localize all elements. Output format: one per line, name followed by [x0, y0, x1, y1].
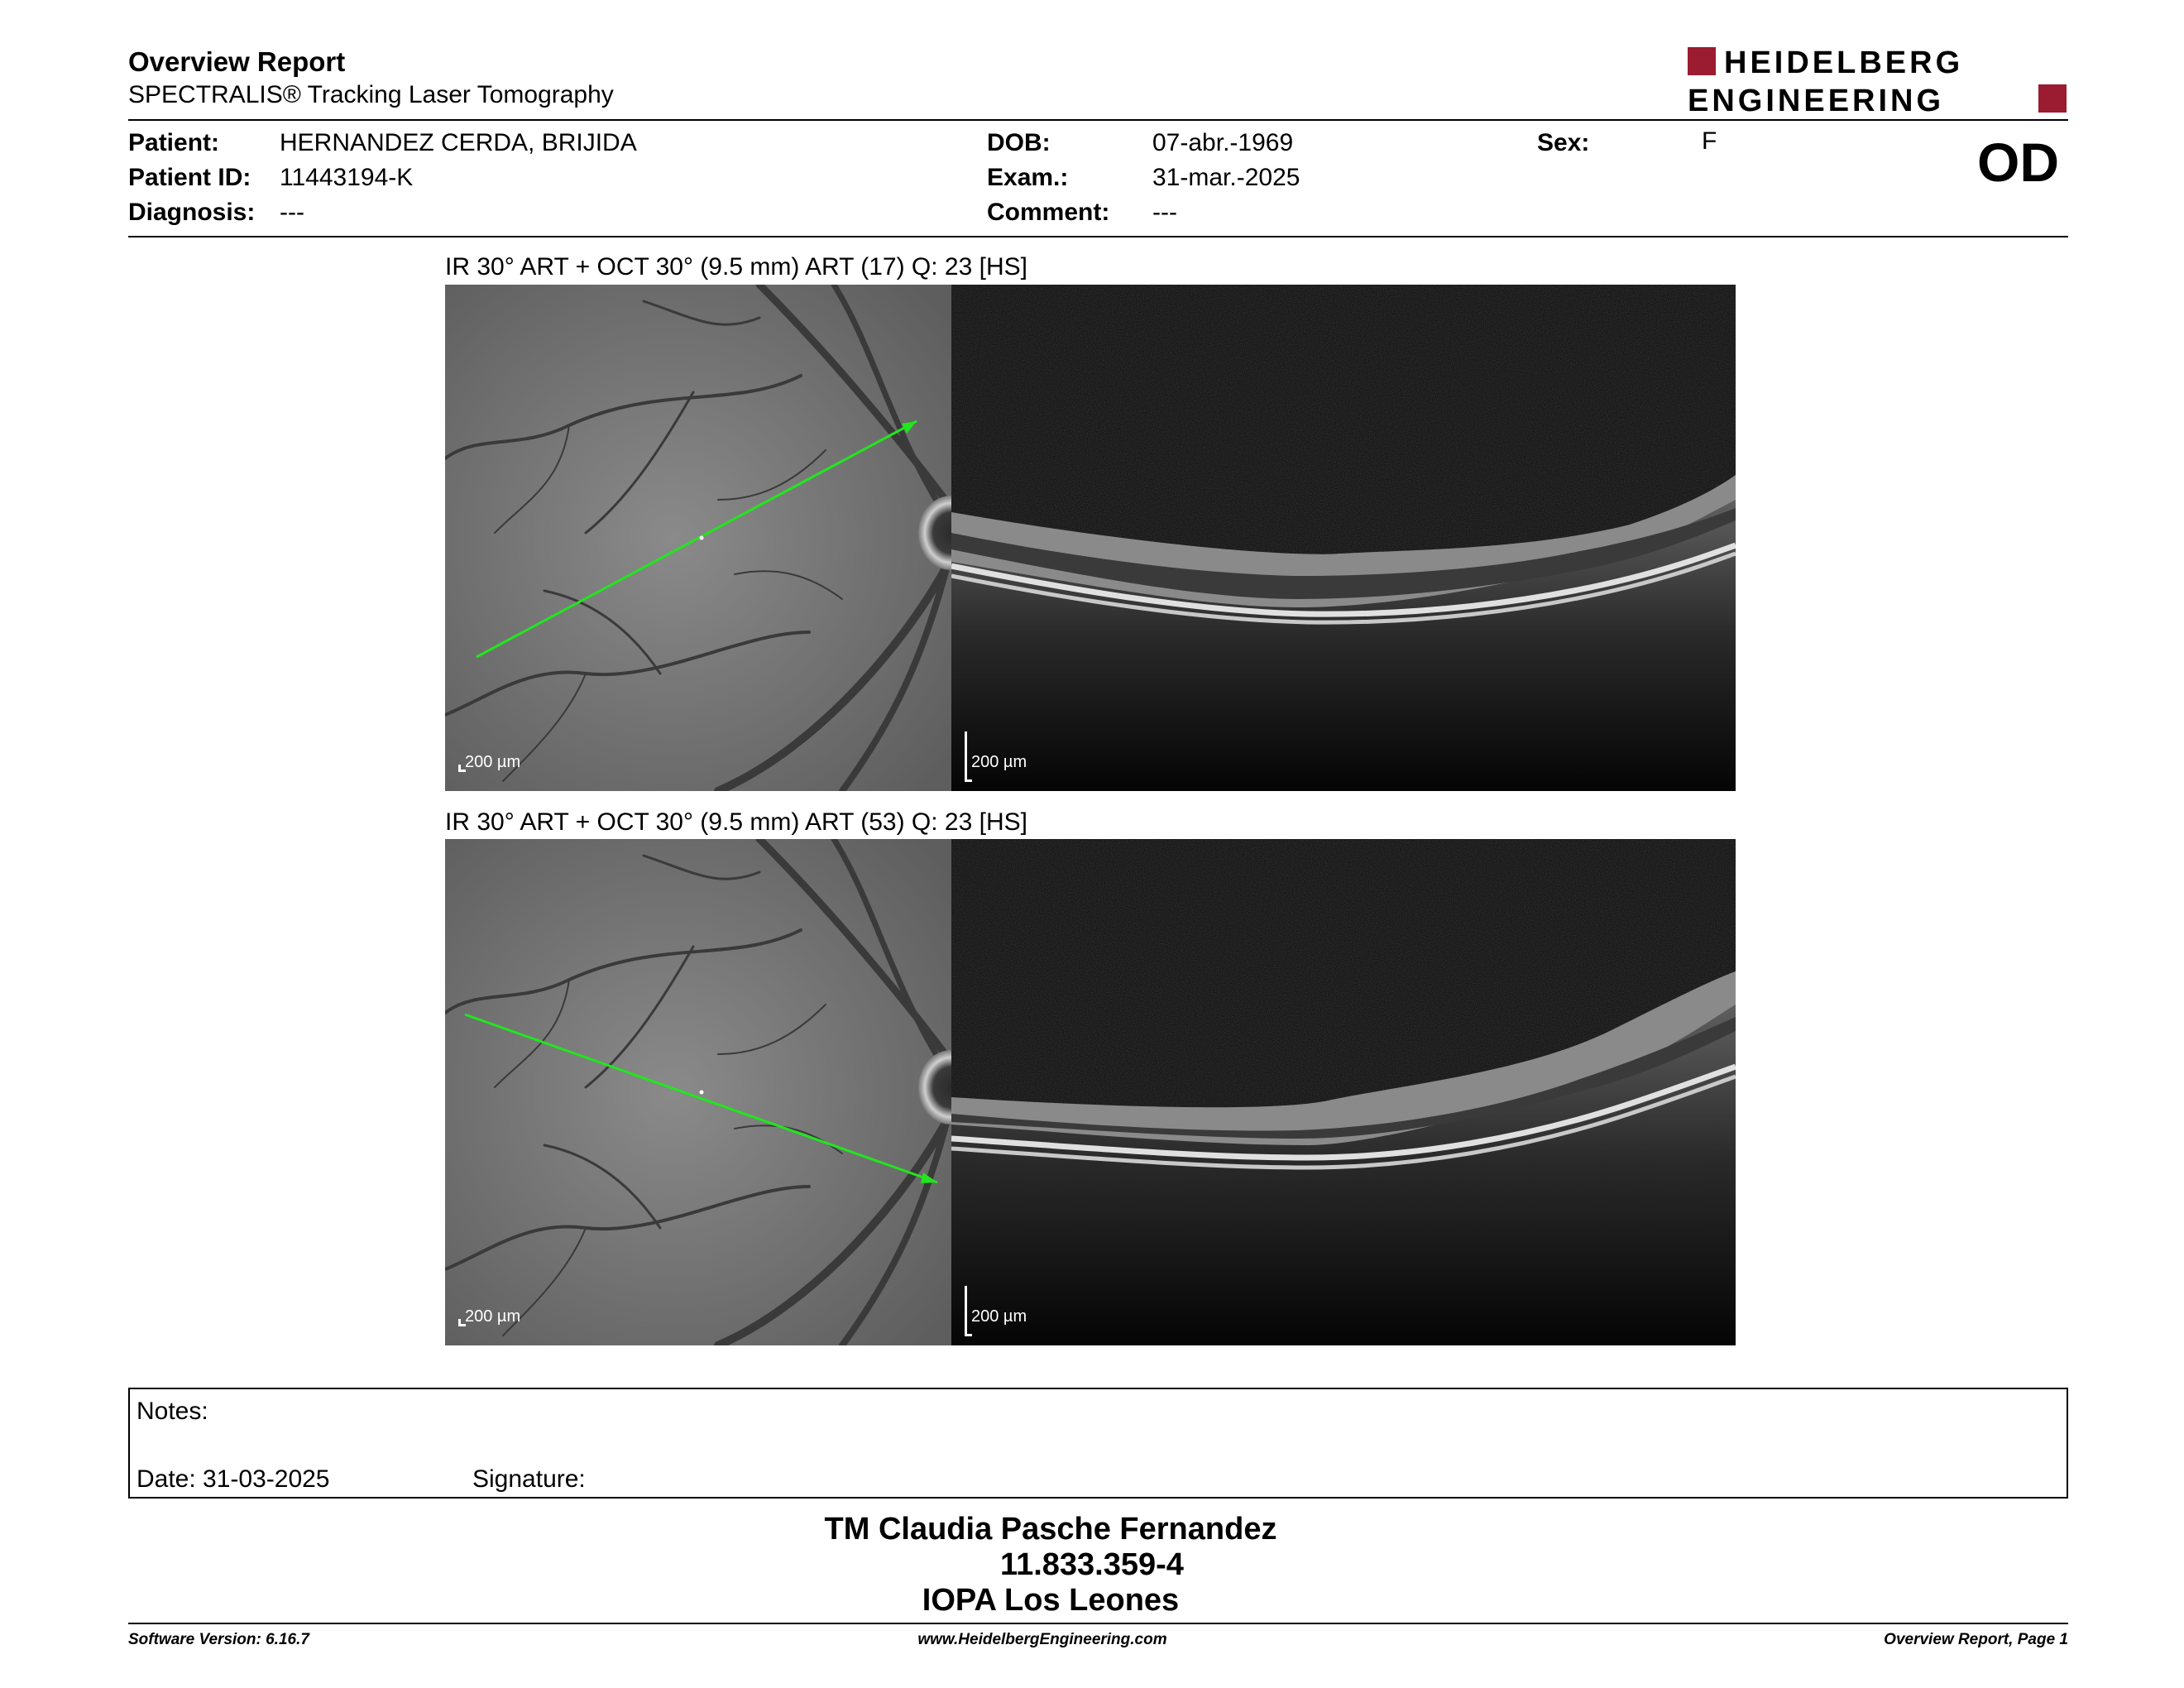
scan-caption-1: IR 30° ART + OCT 30° (9.5 mm) ART (17) Q: 23 [HS]	[445, 253, 1027, 281]
dob-label: DOB:	[987, 129, 1051, 156]
comment-label: Comment:	[987, 199, 1110, 226]
patient-id-value: 11443194-K	[280, 164, 414, 191]
oct-scale-label: 200 µm	[971, 1307, 1027, 1326]
oct-scale-label: 200 µm	[971, 753, 1027, 771]
ir-fundus-image[interactable]	[445, 839, 951, 1345]
footer-divider	[128, 1623, 2068, 1624]
sex-value: F	[1702, 127, 1717, 155]
scan-caption-2: IR 30° ART + OCT 30° (9.5 mm) ART (53) Q: 23 [HS]	[445, 808, 1027, 836]
report-title: Overview Report	[128, 46, 346, 77]
date-label: Date: 31-03-2025	[136, 1465, 330, 1493]
diagnosis-label: Diagnosis:	[128, 199, 256, 226]
oct-bscan-image[interactable]	[951, 285, 1736, 791]
exam-value: 31-mar.-2025	[1152, 164, 1300, 191]
patient-label: Patient:	[128, 129, 220, 156]
report-subtitle: SPECTRALIS® Tracking Laser Tomography	[128, 81, 614, 108]
notes-label: Notes:	[136, 1398, 208, 1425]
eye-indicator: OD	[1977, 132, 2059, 193]
operator-center: IOPA Los Leones	[922, 1583, 1180, 1618]
software-version: Software Version: 6.16.7	[128, 1631, 309, 1648]
patient-divider	[128, 236, 2068, 237]
website-link[interactable]: www.HeidelbergEngineering.com	[917, 1631, 1167, 1648]
operator-id: 11.833.359-4	[1000, 1547, 1184, 1582]
notes-box[interactable]	[128, 1388, 2068, 1499]
patient-id-label: Patient ID:	[128, 164, 251, 191]
diagnosis-value: ---	[280, 199, 304, 226]
patient-name: HERNANDEZ CERDA, BRIJIDA	[280, 129, 637, 156]
heidelberg-logo	[1688, 43, 2068, 117]
ir-fundus-image[interactable]	[445, 285, 951, 791]
slo-scale-label: 200 µm	[465, 1307, 521, 1326]
signature-label: Signature:	[472, 1465, 586, 1493]
comment-value: ---	[1152, 199, 1177, 226]
exam-label: Exam.:	[987, 164, 1069, 191]
svg-text:HEIDELBERG: HEIDELBERG	[1724, 46, 1964, 80]
dob-value: 07-abr.-1969	[1152, 129, 1294, 156]
slo-scale-label: 200 µm	[465, 753, 521, 771]
header-divider	[128, 119, 2068, 121]
svg-text:ENGINEERING: ENGINEERING	[1688, 84, 1945, 117]
sex-label: Sex:	[1537, 129, 1590, 156]
operator-name: TM Claudia Pasche Fernandez	[824, 1512, 1277, 1547]
page-number: Overview Report, Page 1	[1884, 1631, 2068, 1648]
oct-bscan-image[interactable]	[951, 839, 1736, 1345]
